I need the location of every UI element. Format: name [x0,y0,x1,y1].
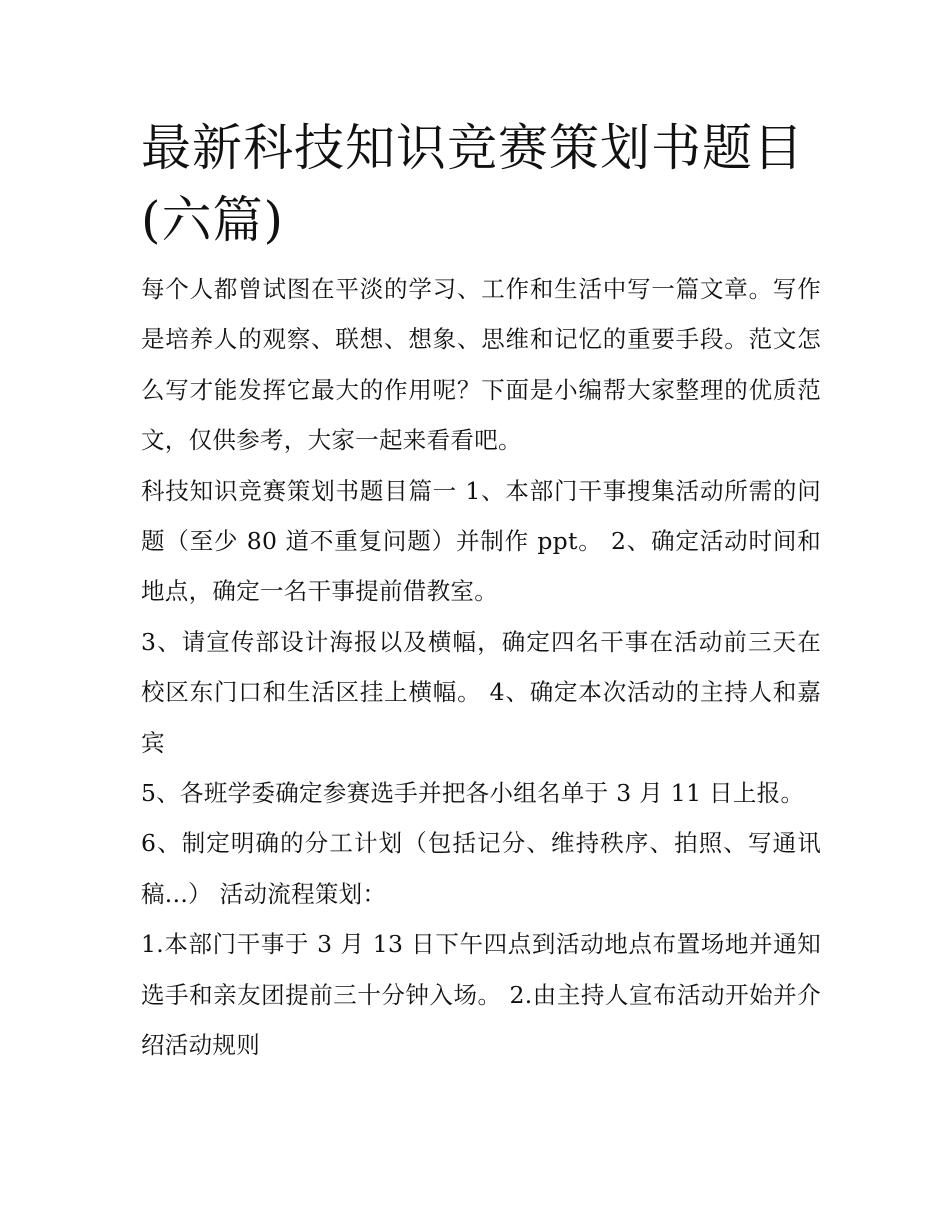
document-content [141,112,821,1071]
step-5-paragraph: 5、各班学委确定参赛选手并把各小组名单于 3 月 11 日上报。 [141,779,805,808]
section-one-paragraph: 科技知识竞赛策划书题目篇一 1、本部门干事搜集活动所需的问题（至少 80 道不重复问题）并制作 ppt。 2、确定活动时间和地点，确定一名干事提前借教室。 [141,476,821,606]
intro-paragraph: 每个人都曾试图在平淡的学习、工作和生活中写一篇文章。写作是培养人的观察、联想、想象、思维和记忆的重要手段。范文怎么写才能发挥它最大的作用呢？下面是小编帮大家整理的优质范文，仅供参考，大家一起来看看吧。 [141,275,821,455]
step-3-4-paragraph: 3、请宣传部设计海报以及横幅，确定四名干事在活动前三天在校区东门口和生活区挂上横幅。 4、确定本次活动的主持人和嘉宾 [141,627,821,757]
flow-step-1-2-paragraph: 1.本部门干事于 3 月 13 日下午四点到活动地点布置场地并通知选手和亲友团提前三十分钟入场。 2.由主持人宣布活动开始并介绍活动规则 [141,930,821,1060]
step-6-paragraph: 6、制定明确的分工计划（包括记分、维持秩序、拍照、写通讯稿...） 活动流程策划： [141,829,821,908]
document-body [141,264,821,1071]
document-title: 最新科技知识竞赛策划书题目(六篇) [141,119,804,249]
